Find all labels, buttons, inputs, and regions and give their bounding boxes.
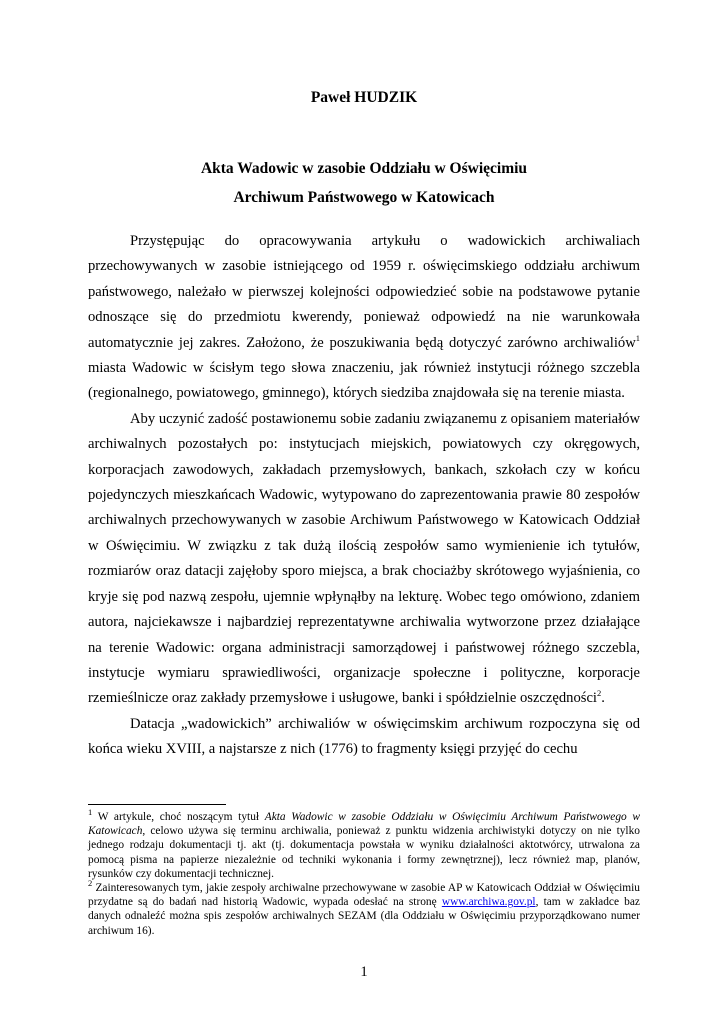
paragraph-1 [88,229,640,407]
footnote-ref-2[interactable]: 2 [596,688,602,699]
footnote-2-number: 2 [88,878,93,889]
paragraph-1-text-cont: miasta Wadowic w ścisłym tego słowa znaczeniu, jak również instytucji różnego szczebla (regionalnego, powiatowego, gminnego), których siedziba znajdowała się na terenie miasta. [88,360,640,402]
page-number: 1 [360,964,368,980]
footnote-1-rest: , celowo używa się terminu archiwalia, ponieważ z punktu widzenia archiwistyki dotyczy on nie tylko jednego rodzaju dokumentacji tj. akt (tj. dokumentacja powstała w wyniku działalności aktotwórcy, utrwalona za pomocą pisma na papierze niezależnie od techniki wykonania i formy zewnętrznej), lecz również map, planów, rysunków czy dokumentacji technicznej. [88,825,640,880]
footnote-2 [88,878,640,938]
article-title [88,154,640,212]
article-body [88,229,640,763]
author-name: Paweł HUDZIK [310,89,418,106]
footnote-1 [88,807,641,881]
footnote-ref-1[interactable]: 1 [635,332,640,343]
footnote-1-number: 1 [88,807,93,818]
footnote-1-italic-title: Akta Wadowic w zasobie Oddziału w Oświęcimiu Archiwum Państwowego w Katowicach [88,811,641,838]
footnote-1-lead: W artykule, choć noszącym tytuł [92,811,265,823]
archiwa-link[interactable]: www.archiwa.gov.pl [441,896,536,909]
title-line-2: Archiwum Państwowego w Katowicach [233,189,495,206]
title-line-1: Akta Wadowic w zasobie Oddziału w Oświęcimiu [200,160,528,177]
paragraph-1-text: Przystępując do opracowywania artykułu o wadowickich archiwaliach przechowywanych w zasobie istniejącego od 1959 r. oświęcimskiego oddziału archiwum państwowego, należało w pierwszej kolejności odpowiedzieć sobie na podstawowe pytanie odnoszące się do przedmiotu kwerendy, ponieważ odpowiedź na nie warunkowała automatycznie jej zakres. Założono, że poszukiwania będą dotyczyć zarówno archiwaliów [88,233,640,351]
footnote-2-lead: Zainteresowanych tym, jakie zespoły archiwalne przechowywane w zasobie AP w Katowicach Oddział w Oświęcimiu przydatne są do badań nad historią Wadowic, wypada odesłać na stronę [88,882,640,909]
paragraph-3: Datacja „wadowickich” archiwaliów w oświęcimskim archiwum rozpoczyna się od końca wieku XVIII, a najstarsze z nich (1776) to fragmenty księgi przyjęć do cechu [88,715,640,758]
footnotes [88,807,641,938]
paragraph-2 [88,407,640,712]
paragraph-2-text-cont: . [601,690,605,707]
paragraph-2-text: Aby uczynić zadość postawionemu sobie zadaniu związanemu z opisaniem materiałów archiwalnych pozostałych po: instytucjach miejskich, powiatowych czy okręgowych, korporacjach zawodowych, zakładach przemysłowych, bankach, szkołach czy w końcu pojedynczych mieszkańcach Wadowic, wytypowano do zaprezentowania prawie 80 zespołów archiwalnych przechowywanych w zasobie Archiwum Państwowego w Katowicach Oddział w Oświęcimiu. W związku z tak dużą ilością zespołów samo wymienienie ich tytułów, rozmiarów oraz datacji zajęłoby sporo miejsca, a brak chociażby skrótowego wyjaśnienia, co kryje się pod nazwą zespołu, ujemnie wpłynąłby na lekturę. Wobec tego omówiono, zdaniem autora, najciekawsze i najbardziej reprezentatywne archiwalia wytworzone przez działające na terenie Wadowic: organa administracji samorządowej i państwowej różnego szczebla, instytucje wymiaru sprawiedliwości, organizacje społeczne i polityczne, korporacje rzemieślnicze oraz zakłady przemysłowe i usługowe, banki i spółdzielnie oszczędności [88,410,640,707]
footnote-2-rest: , tam w zakładce baz danych odnaleźć można spis zespołów archiwalnych SEZAM (dla Oddziału w Oświęcimiu przyporządkowano numer archiwum 16). [88,896,640,937]
document-page [88,0,640,1024]
footnote-separator [88,804,226,805]
